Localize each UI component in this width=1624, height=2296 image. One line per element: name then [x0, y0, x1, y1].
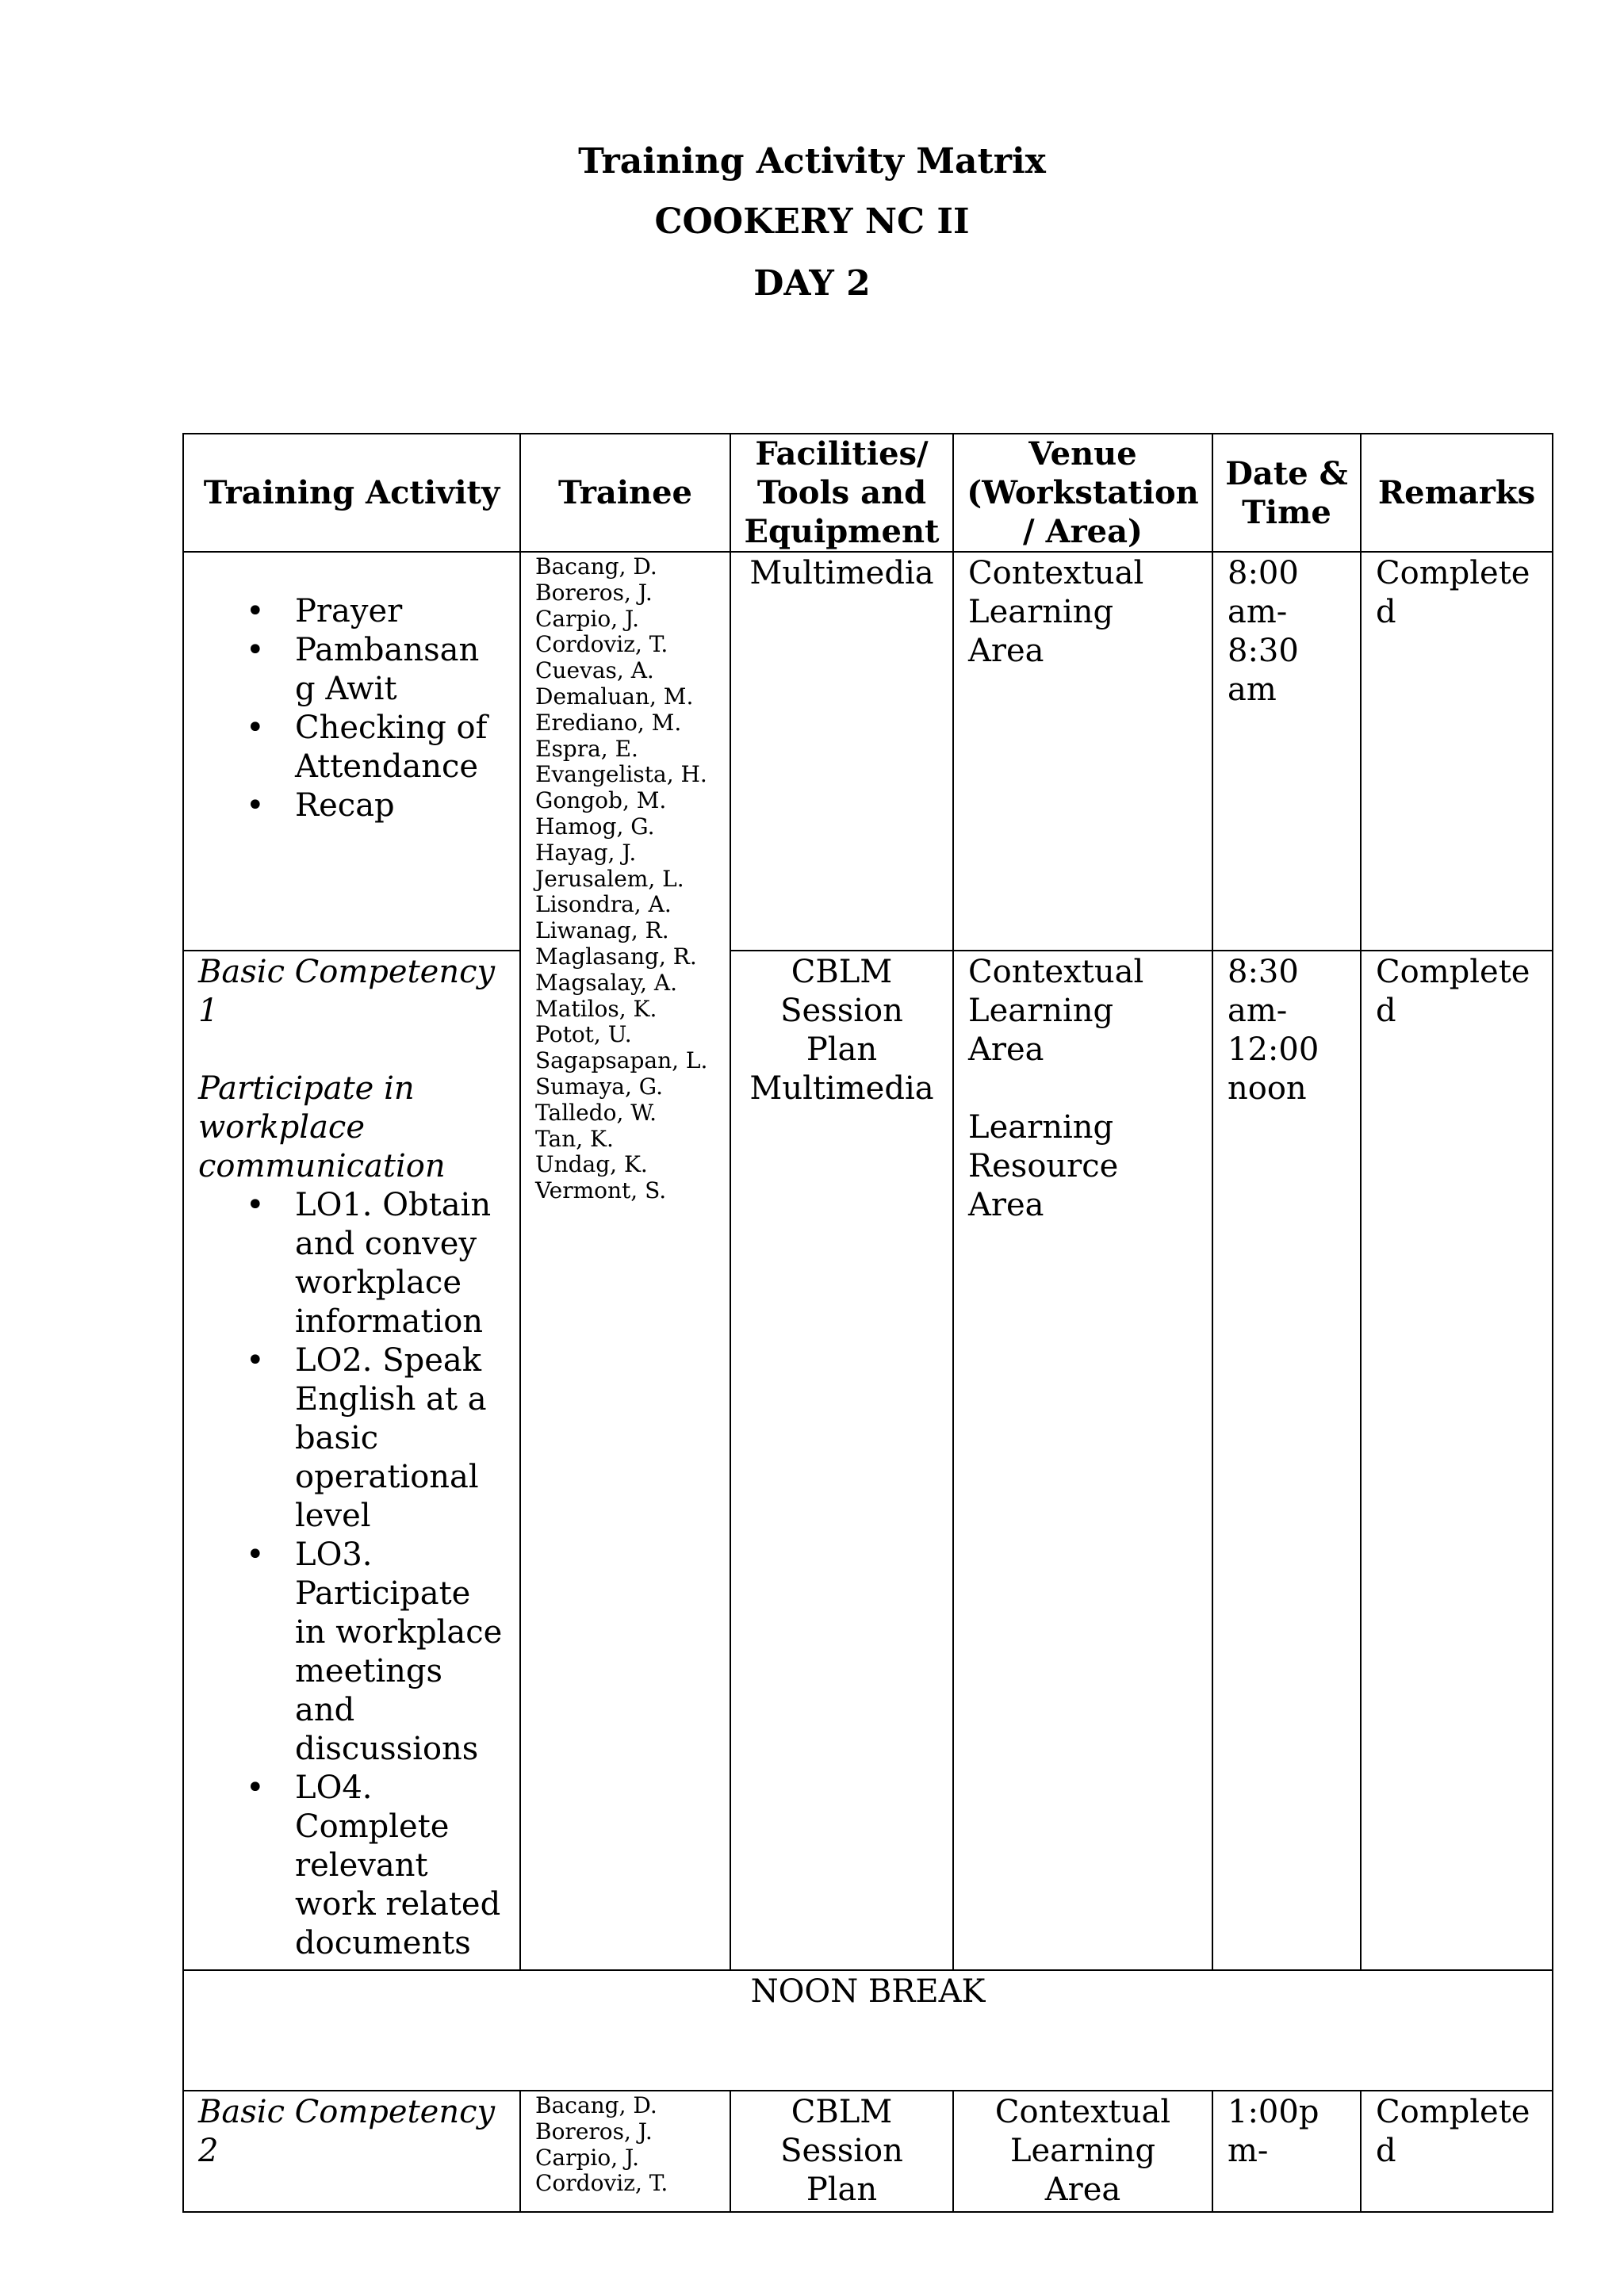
time-cell: 8:30 am- 12:00 noon: [1212, 951, 1361, 1970]
column-header: Trainee: [520, 434, 730, 552]
remarks-cell: Complete d: [1361, 951, 1553, 1970]
facilities-cell: CBLM Session Plan: [730, 2091, 953, 2212]
venue-cell: Contextual Learning Area: [953, 2091, 1212, 2212]
trainee-name: Demaluan, M.: [535, 683, 694, 710]
facilities-item: CBLM Session Plan: [780, 954, 903, 1068]
trainee-name: Bacang, D.: [535, 553, 657, 580]
column-header: Facilities/ Tools and Equipment: [730, 434, 953, 552]
learning-outcomes-list: [198, 1186, 505, 1963]
trainee-name: Carpio, J.: [535, 605, 639, 632]
trainee-name: Magsalay, A.: [535, 969, 678, 996]
remarks-cell: Complete d: [1361, 2091, 1553, 2212]
trainee-name: Evangelista, H.: [535, 761, 707, 788]
column-header: Remarks: [1361, 434, 1553, 552]
trainee-name: Cordoviz, T.: [535, 2170, 668, 2197]
trainee-name: Undag, K.: [535, 1151, 648, 1178]
time-cell: 8:00 am- 8:30 am: [1212, 552, 1361, 951]
trainee-name: Carpio, J.: [535, 2144, 639, 2171]
list-item: • Recap: [198, 786, 505, 825]
activity-cell: Basic Competency 2: [183, 2091, 520, 2212]
facilities-item: Multimedia: [749, 1070, 934, 1107]
trainee-name: Liwanag, R.: [535, 917, 669, 944]
competency-title: Basic Competency 1: [198, 954, 496, 1029]
activity-cell: [183, 552, 520, 951]
activity-list: [198, 592, 505, 825]
list-item: • LO4. Complete relevant work related documents: [198, 1769, 505, 1963]
trainee-name: Matilos, K.: [535, 995, 657, 1022]
trainee-name: Cuevas, A.: [535, 657, 654, 684]
trainee-name: Maglasang, R.: [535, 943, 697, 970]
trainee-cell: [520, 2091, 730, 2212]
trainee-name: Gongob, M.: [535, 787, 667, 814]
trainee-name: Bacang, D.: [535, 2092, 657, 2118]
table-row: [183, 2091, 1553, 2212]
trainee-name: Espra, E.: [535, 735, 638, 762]
trainee-name: Sagapsapan, L.: [535, 1047, 708, 1074]
column-header: Training Activity: [183, 434, 520, 552]
activity-cell: [183, 951, 520, 1970]
list-item: • Checking of Attendance: [198, 709, 505, 786]
trainee-name: Lisondra, A.: [535, 891, 672, 918]
list-item: • LO3. Participate in workplace meetings and discussions: [198, 1536, 505, 1769]
trainee-cell: [520, 552, 730, 1970]
trainee-name: Boreros, J.: [535, 579, 653, 606]
trainee-name: Jerusalem, L.: [535, 865, 684, 892]
trainee-name: Vermont, S.: [535, 1177, 667, 1204]
trainee-name: Sumaya, G.: [535, 1073, 664, 1100]
facilities-cell: Multimedia: [730, 552, 953, 951]
program-title: COOKERY NC II: [654, 201, 970, 242]
trainee-list: [535, 554, 715, 1204]
trainee-name: Potot, U.: [535, 1021, 632, 1048]
trainee-name: Boreros, J.: [535, 2118, 653, 2145]
day-title: DAY 2: [753, 263, 871, 304]
list-item: • LO2. Speak English at a basic operational level: [198, 1341, 505, 1536]
venue-cell: [953, 951, 1212, 1970]
trainee-name: Tan, K.: [535, 1125, 614, 1152]
trainee-name: Hamog, G.: [535, 813, 655, 840]
trainee-name: Hayag, J.: [535, 839, 637, 866]
trainee-name: Cordoviz, T.: [535, 631, 668, 658]
venue-item: Learning Resource Area: [968, 1109, 1119, 1223]
venue-item: Contextual Learning Area: [968, 954, 1144, 1068]
trainee-list: [535, 2093, 715, 2197]
table-header-row: [183, 434, 1553, 552]
trainee-name: Talledo, W.: [535, 1099, 657, 1126]
facilities-cell: [730, 951, 953, 1970]
list-item: • LO1. Obtain and convey workplace information: [198, 1186, 505, 1341]
document-title: Training Activity Matrix: [578, 141, 1046, 182]
trainee-name: Erediano, M.: [535, 709, 682, 736]
noon-break-label: NOON BREAK: [183, 1970, 1553, 2091]
table-row: [183, 951, 1553, 1970]
list-item: • Pambansan g Awit: [198, 631, 505, 709]
column-header: Venue (Workstation / Area): [953, 434, 1212, 552]
remarks-cell: Complete d: [1361, 552, 1553, 951]
list-item: • Prayer: [198, 592, 505, 631]
noon-break-row: [183, 1970, 1553, 2091]
training-matrix-table: [182, 433, 1553, 2213]
column-header: Date & Time: [1212, 434, 1361, 552]
table-row: [183, 552, 1553, 951]
unit-title: Participate in workplace communication: [198, 1070, 446, 1184]
time-cell: 1:00p m-: [1212, 2091, 1361, 2212]
venue-cell: Contextual Learning Area: [953, 552, 1212, 951]
